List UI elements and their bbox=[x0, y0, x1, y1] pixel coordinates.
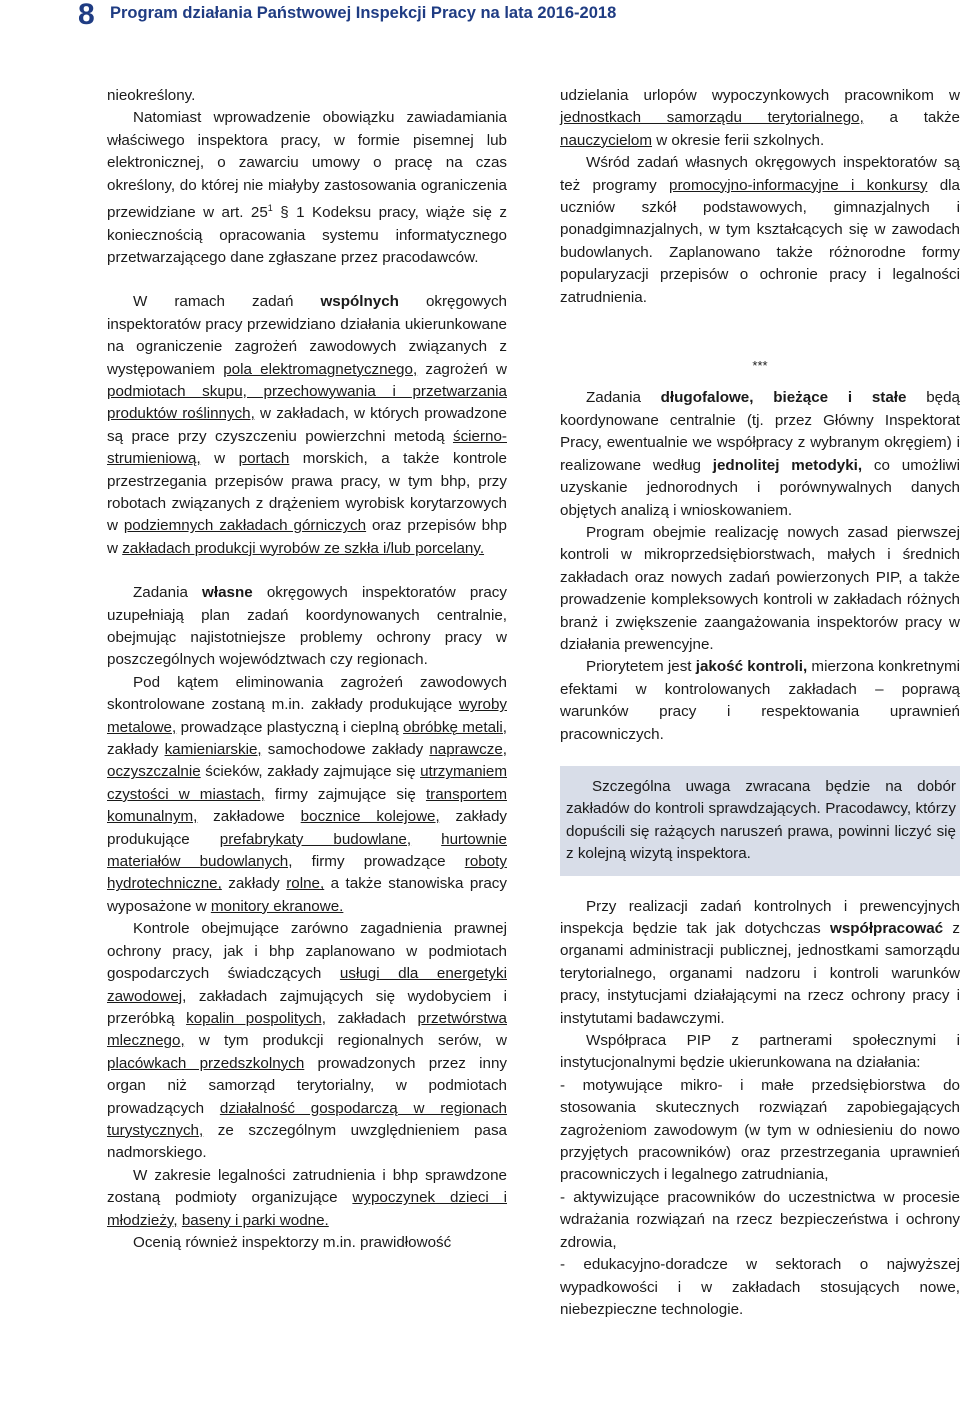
running-title: Program działania Państwowej Inspekcji Pracy na lata 2016-2018 bbox=[110, 4, 617, 22]
list-item: - aktywizujące pracowników do uczestnictwa w procesie wdrażania rozwiązań na rzecz bezpieczeństwa i ochrony zdrowia, bbox=[560, 1188, 960, 1251]
page-number: 8 bbox=[78, 0, 95, 31]
paragraph: Kontrole obejmujące zarówno zagadnienia prawnej ochrony pracy, jak i bhp zaplanowano w podmiotach gospodarczych świadczących usługi dla energetyki zawodowej, zakładach zajmujących się wydobyciem i przeróbką kopalin pospolitych, zakładach przetwórstwa mlecznego, w tym produkcji regionalnych serów, w placówkach przedszkolnych prowadzonych przez inny organ niż samorząd terytorialny, w podmiotach prowadzących działalność gospodarczą w regionach turystycznych, ze szczególnym uwzględnieniem pasa nadmorskiego. bbox=[107, 920, 508, 1162]
paragraph-priority: Priorytetem jest jakość kontroli, mierzona konkretnymi efektami w kontrolowanych zakładach – poprawą warunków pracy i respektowania uprawnień pracowniczych. bbox=[560, 658, 960, 743]
highlight-box bbox=[560, 766, 960, 876]
paragraph-long-term-tasks: Zadania długofalowe, bieżące i stałe będą koordynowane centralnie (tj. przez Główny Inspektorat Pracy, ewentualnie we współpracy z wybranym okręgiem) i realizowane według jednolitej metodyki, co umożliwi uzyskanie jednorodnych i porównywalnych danych objętych analizą i wnioskowaniem. bbox=[560, 389, 960, 519]
page-header bbox=[0, 0, 960, 40]
paragraph: W zakresie legalności zatrudnienia i bhp sprawdzone zostaną podmioty organizujące wypoczynek dzieci i młodzieży, baseny i parki wodne. bbox=[107, 1166, 507, 1229]
paragraph: nieokreślony. bbox=[107, 87, 196, 104]
paragraph: Wśród zadań własnych okręgowych inspektoratów są też programy promocyjno-informacyjne i konkursy dla uczniów szkół podstawowych, gimnazjalnych i ponadgimnazjalnych, w tym kształcących się w zawodach budowlanych. Zaplanowano także różnorodne formy popularyzacji przepisów o ochronie pracy i legalności zatrudnienia. bbox=[560, 154, 960, 306]
left-column bbox=[107, 85, 507, 1254]
list-item: - motywujące mikro- i małe przedsiębiorstwa do stosowania skutecznych rozwiązań zapobiegających zagrożeniom zawodowym (w tym w odniesieniu do nowo przyjętych pracowników) oraz przestrzegania uprawnień pracowniczych i legalnego zatrudniania, bbox=[560, 1076, 960, 1184]
paragraph: udzielania urlopów wypoczynkowych pracownikom w jednostkach samorządu terytorialnego, a także nauczycielom w okresie ferii szkolnych. bbox=[560, 87, 960, 149]
highlight-text: Szczególna uwaga zwracana będzie na dobór zakładów do kontroli sprawdzających. Pracodawcy, którzy dopuścili się rażących naruszeń prawa, powinni liczyć się z kolejną wizytą inspektora. bbox=[566, 777, 956, 863]
paragraph-joint-tasks: W ramach zadań wspólnych okręgowych inspektoratów pracy przewidziano działania ukierunkowane na ograniczenie zagrożeń zawodowych związanych z występowaniem pola elektromagnetycznego, zagrożeń w podmiotach skupu, przechowywania i przetwarzania produktów roślinnych, w zakładach, w których prowadzone są prace przy czyszczeniu powierzchni metodą ścierno-strumieniową, w portach morskich, a także kontrole przestrzegania przepisów prawa pracy, w tym bhp, przy robotach związanych z drążeniem wyrobisk korytarzowych w podziemnych zakładach górniczych oraz przepisów bhp w zakładach produkcji wyrobów ze szkła i/lub porcelany. bbox=[107, 293, 508, 557]
section-separator: *** bbox=[752, 358, 768, 374]
paragraph-cooperation: Przy realizacji zadań kontrolnych i prewencyjnych inspekcja będzie tak jak dotychczas współpracować z organami administracji publicznej, jednostkami samorządu terytorialnego, organami nadzoru i kontroli warunków pracy, instytucjami działającymi na rzecz ochrony pracy i instytutami badawczymi. bbox=[560, 897, 960, 1027]
paragraph: Ocenią również inspektorzy m.in. prawidłowość bbox=[133, 1233, 452, 1251]
paragraph-own-tasks: Zadania własne okręgowych inspektoratów pracy uzupełniają plan zadań koordynowanych centralnie, obejmując najistotniejsze problemy ochrony pracy w poszczególnych województwach czy regionach. bbox=[107, 584, 507, 669]
list-item: - edukacyjno-doradcze w sektorach o najwyższej wypadkowości i w zakładach stosujących nowe, niebezpieczne technologie. bbox=[560, 1256, 960, 1318]
paragraph: Program obejmie realizację nowych zasad pierwszej kontroli w mikroprzedsiębiorstwach, małych i średnich zakładach oraz nowych zadań powierzonych PIP, a także prowadzenie kompleksowych kontroli w zakładach różnych branż i zwiększenie zaangażowania inspektorów pracy w działania prewencyjne. bbox=[560, 523, 960, 653]
right-column bbox=[560, 85, 960, 1321]
paragraph: Natomiast wprowadzenie obowiązku zawiadamiania właściwego inspektora pracy, w formie pisemnej lub elektronicznej, o zawarciu umowy o pracę na czas określony, do której nie miałyby zastosowania ograniczenia przewidziane w art. $25^1$ § 1 Kodeksu pracy, wiąże się z koniecznością opracowania systemu informatycznego przetwarzającego dane zgłaszane przez pracodawców. bbox=[107, 109, 507, 266]
paragraph: Współpraca PIP z partnerami społecznymi i instytucjonalnymi będzie ukierunkowana na działania: bbox=[560, 1032, 960, 1072]
paragraph: Pod kątem eliminowania zagrożeń zawodowych skontrolowane zostaną m.in. zakłady produkujące wyroby metalowe, prowadzące plastyczną i cieplną obróbkę metali, zakłady kamieniarskie, samochodowe zakłady naprawcze, oczyszczalnie ścieków, zakłady zajmujące się utrzymaniem czystości w miastach, firmy zajmujące się transportem komunalnym, zakładowe bocznice kolejowe, zakłady produkujące prefabrykaty budowlane, hurtownie materiałów budowlanych, firmy prowadzące roboty hydrotechniczne, zakłady rolne, a także stanowiska pracy wyposażone w monitory ekranowe. bbox=[107, 673, 507, 915]
